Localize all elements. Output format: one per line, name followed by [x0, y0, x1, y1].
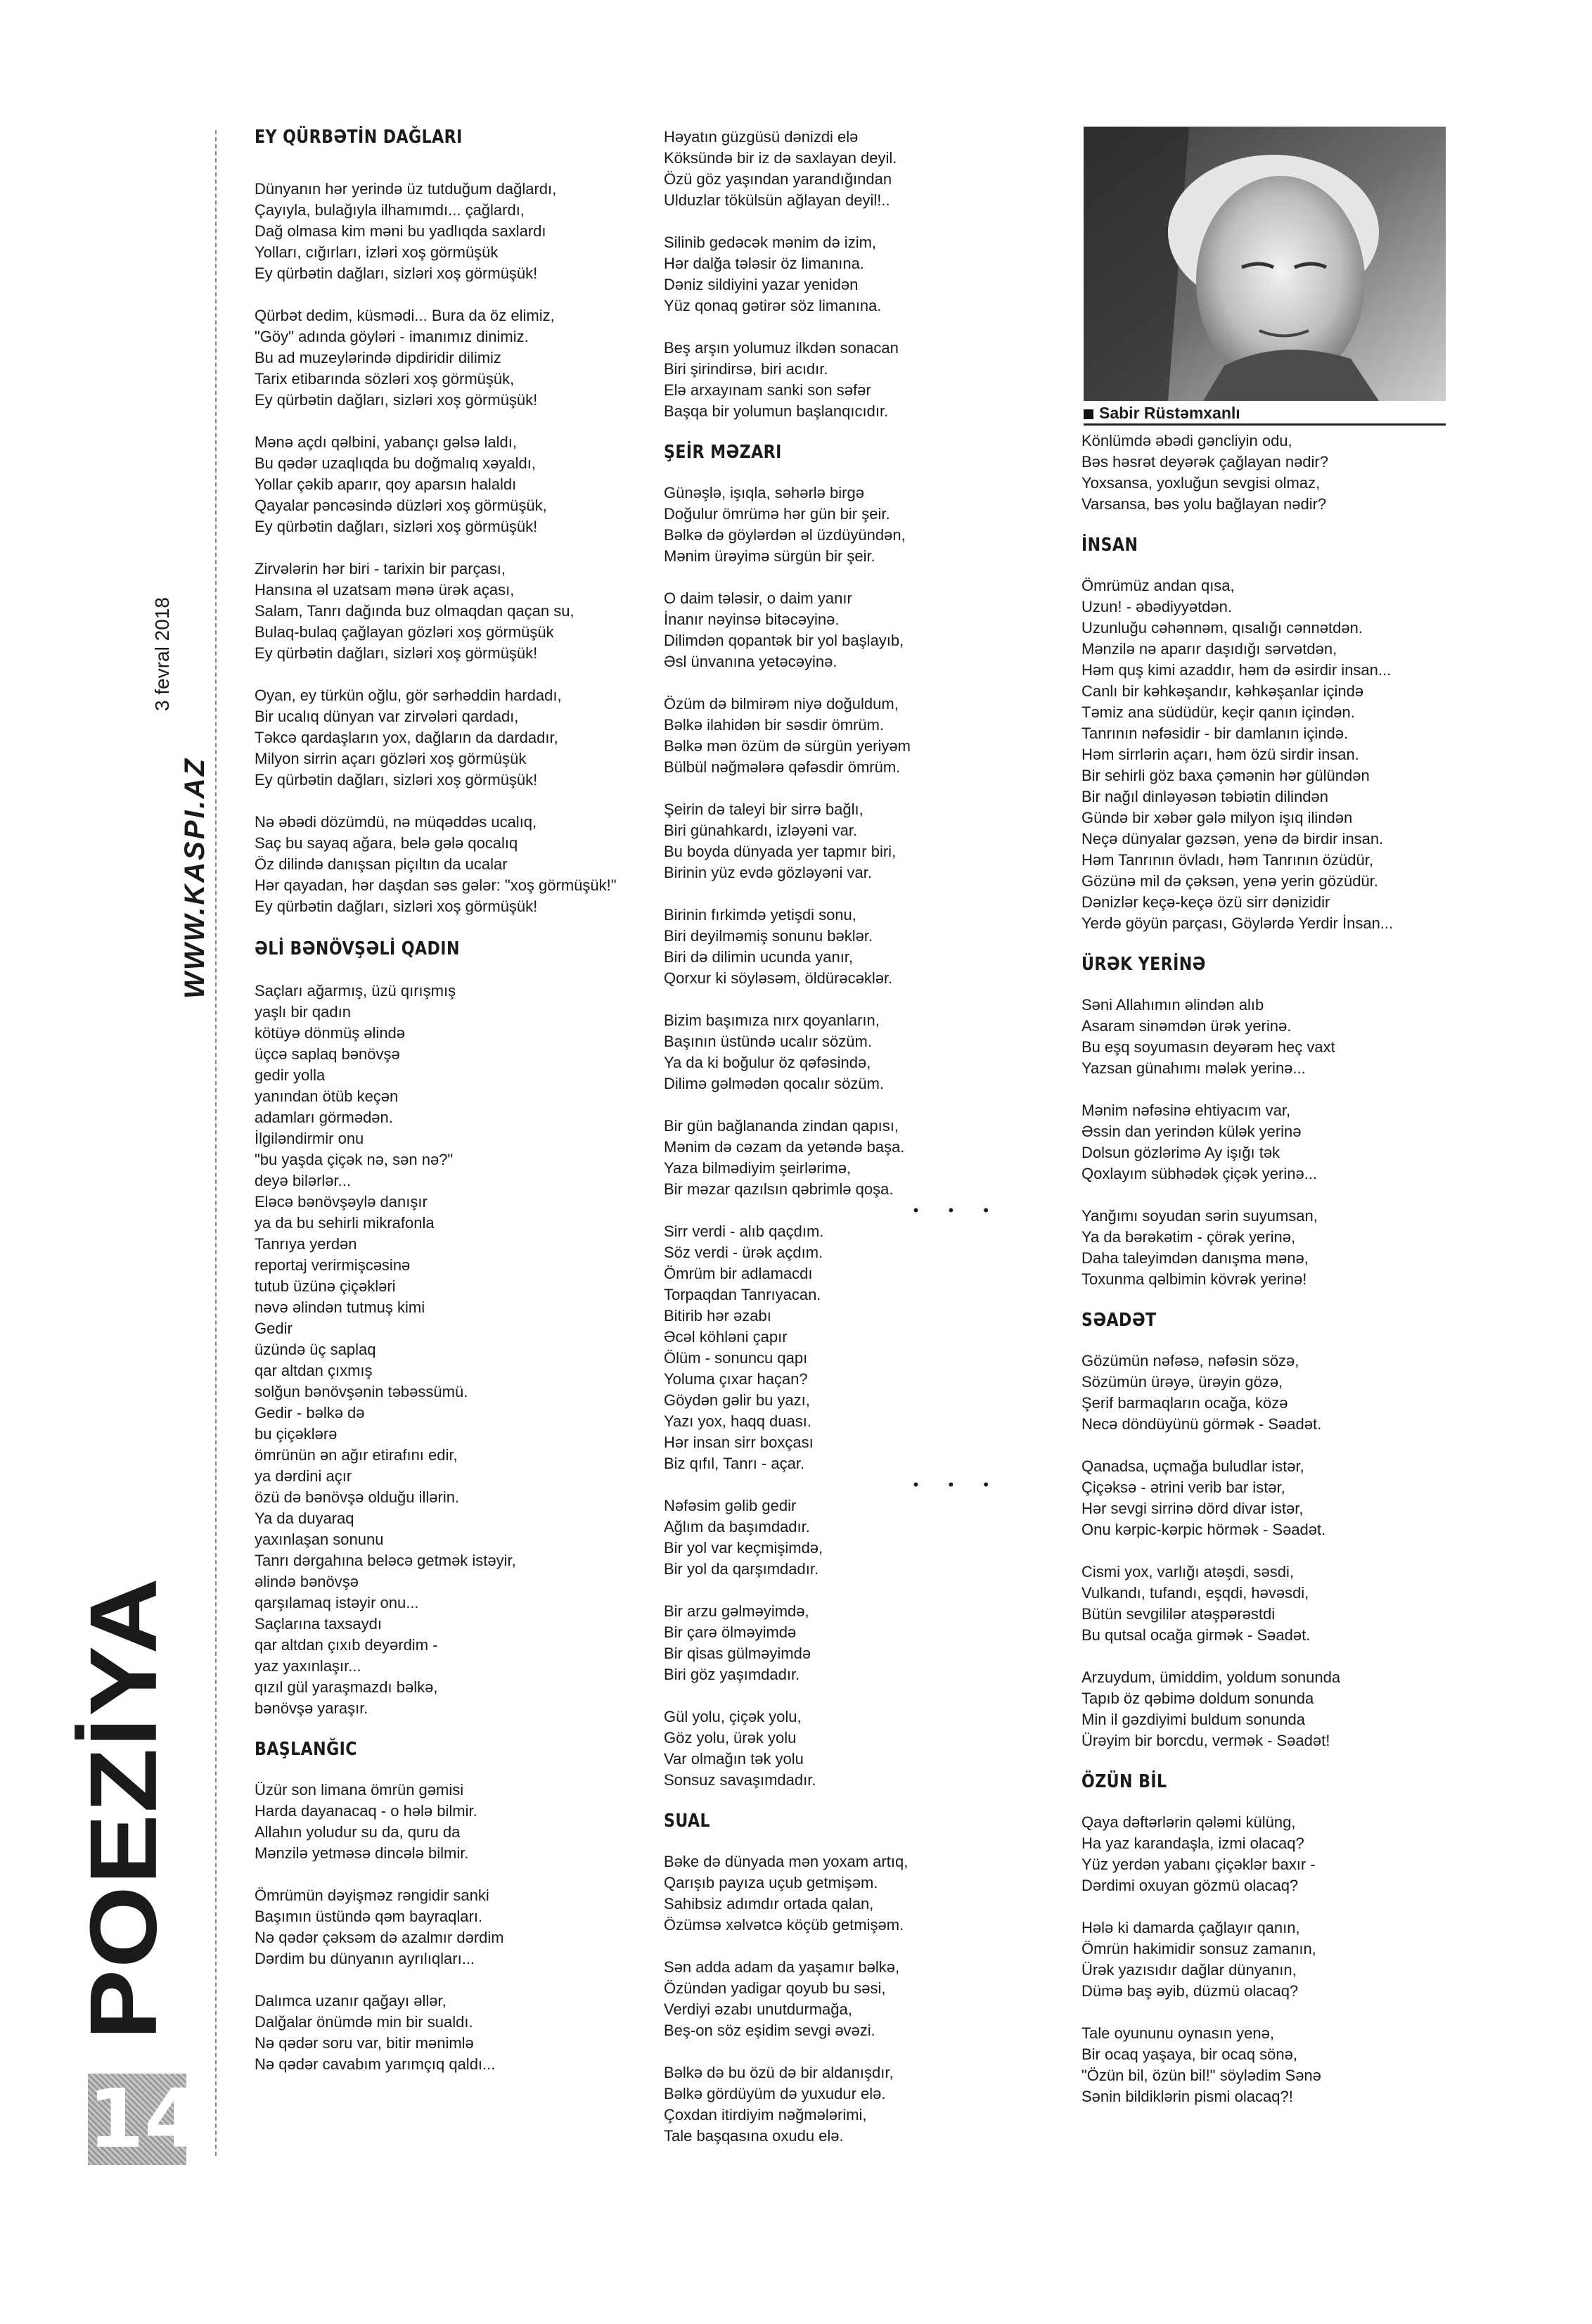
verse-line: Yüz qonaq gətirər söz limanına.	[664, 297, 882, 314]
verse-line: Bu qədər uzaqlıqda bu doğmalıq xəyaldı,	[255, 454, 536, 472]
verse-line: bənövşə yaraşır.	[255, 1699, 368, 1717]
verse-line: Tale oyununu oynasın yenə,	[1081, 2024, 1274, 2042]
verse-line: reportaj verirmişcəsinə	[255, 1256, 411, 1274]
verse-line: Mənim də cəzam da yetəndə başa.	[664, 1138, 905, 1156]
verse-line: Ey qürbətin dağları, sizləri xoş görmüşük!	[255, 391, 538, 409]
verse-line: Özüm də bilmirəm niyə doğuldum,	[664, 695, 899, 713]
verse-line: Dənizlər keçə-keçə özü sirr dənizidir	[1081, 893, 1330, 911]
verse-line: Yolları, cığırları, izləri xoş görmüşük	[255, 243, 499, 261]
verse-line: Nə qədər soru var, bitir mənimlə	[255, 2034, 474, 2052]
verse-line: qar altdan çıxıb deyərdim -	[255, 1636, 438, 1654]
page-number: 14	[88, 2072, 201, 2166]
verse-line: Könlümdə əbədi gəncliyin odu,	[1081, 432, 1292, 449]
verse-line: Yerdə göyün parçası, Göylərdə Yerdir İnsan...	[1081, 914, 1394, 932]
verse-line: yaz yaxınlaşır...	[255, 1657, 361, 1675]
issue-date: 3 fevral 2018	[151, 597, 173, 711]
verse-line: tutub üzünə çiçəkləri	[255, 1277, 396, 1295]
verse-line: Arzuydum, ümiddim, yoldum sonunda	[1081, 1668, 1341, 1686]
verse-line: Saçlarına taxsaydı	[255, 1615, 382, 1633]
verse-line: Gündə bir xəbər gələ milyon işıq ilindən	[1081, 809, 1353, 826]
verse-line: Qayalar pəncəsində düzləri xoş görmüşük,	[255, 497, 547, 514]
verse-line: Şeirin də taleyi bir sirrə bağlı,	[664, 800, 864, 818]
verse-line: Saç bu sayaq ağara, belə gələ qocalıq	[255, 834, 518, 852]
stanza	[664, 1221, 1029, 1474]
verse-line: Var olmağın tək yolu	[664, 1750, 804, 1768]
stanza	[664, 2062, 1029, 2147]
verse-line: Nə əbədi dözümdü, nə müqəddəs ucalıq,	[255, 813, 537, 831]
verse-line: yanından ötüb keçən	[255, 1087, 399, 1105]
poem-title: EY QÜRBƏTİN DAĞLARI	[255, 127, 463, 148]
stanza	[1081, 1917, 1447, 2002]
verse-line: kötüyə dönmüş əlində	[255, 1024, 406, 1042]
stanza	[664, 1116, 1029, 1200]
verse-line: üzündə üç saplaq	[255, 1341, 376, 1358]
verse-line: Harda dayanacaq - o hələ bilmir.	[255, 1802, 477, 1820]
verse-line: Bəlkə də bu özü də bir aldanışdır,	[664, 2064, 894, 2081]
website-url: WWW.KASPI.AZ	[179, 756, 210, 999]
verse-line: Günəşlə, işıqla, səhərlə birgə	[664, 484, 864, 502]
verse-line: özü də bənövşə olduğu illərin.	[255, 1488, 460, 1506]
verse-line: Ömrüm bir adlamacdı	[664, 1265, 813, 1282]
stanza	[1081, 1351, 1447, 1435]
verse-line: Hansına əl uzatsam mənə ürək açası,	[255, 581, 515, 599]
column-3	[1081, 430, 1447, 2107]
verse-line: Ömrün hakimidir sonsuz zamanın,	[1081, 1940, 1316, 1958]
verse-line: O daim tələsir, o daim yanır	[664, 589, 852, 607]
verse-line: Necə döndüyünü görmək - Səadət.	[1081, 1415, 1322, 1433]
verse-line: Uzun! - əbədiyyətdən.	[1081, 598, 1233, 615]
photo-caption	[1084, 401, 1446, 426]
verse-line: Bir çarə ölməyimdə	[664, 1623, 797, 1641]
poem-title: İNSAN	[1081, 535, 1138, 556]
verse-line: Həm Tanrının övladı, həm Tanrının özüdür,	[1081, 851, 1373, 869]
column-1	[255, 127, 634, 2075]
verse-line: Sən adda adam da yaşamır bəlkə,	[664, 1958, 900, 1976]
verse-line: Verdiyi əzabı unutdurmağa,	[664, 2000, 852, 2018]
verse-line: gedir yolla	[255, 1066, 326, 1084]
poem-title: SUAL	[664, 1811, 711, 1832]
verse-line: Bəlkə gördüyüm də yuxudur elə.	[664, 2085, 886, 2102]
verse-line: Bəke də dünyada mən yoxam artıq,	[664, 1853, 909, 1870]
verse-line: ya dərdini açır	[255, 1467, 352, 1485]
stanza	[664, 905, 1029, 989]
verse-line: Min il gəzdiyimi buldum sonunda	[1081, 1711, 1305, 1728]
stanza	[255, 305, 634, 411]
verse-line: Eləcə bənövşəylə danışır	[255, 1193, 428, 1211]
verse-line: deyə bilərlər...	[255, 1172, 351, 1189]
verse-line: Yanğımı soyudan sərin suyumsan,	[1081, 1207, 1318, 1225]
verse-line: Göydən gəlir bu yazı,	[664, 1391, 810, 1409]
verse-line: Bizim başımıza nırx qoyanların,	[664, 1011, 880, 1029]
verse-line: Qorxur ki söyləsəm, öldürəcəklər.	[664, 969, 893, 987]
verse-line: Nə qədər çəksəm də azalmır dərdim	[255, 1929, 504, 1946]
stanza	[664, 1851, 1029, 1936]
verse-line: Bəlkə ilahidən bir səsdir ömrüm.	[664, 716, 885, 734]
verse-line: qar altdan çıxmış	[255, 1362, 373, 1379]
verse-line: Səni Allahımın əlindən alıb	[1081, 996, 1264, 1014]
verse-line: Yoluma çıxar haçan?	[664, 1370, 808, 1388]
verse-line: Ey qürbətin dağları, sizləri xoş görmüşük!	[255, 644, 538, 662]
verse-line: Ömrümün dəyişməz rəngidir sanki	[255, 1886, 489, 1904]
stanza	[664, 694, 1029, 778]
stanza	[255, 432, 634, 537]
section-separator: • • •	[913, 1201, 1001, 1219]
verse-line: Başımın üstündə qəm bayraqları.	[255, 1908, 483, 1925]
verse-line: Ya da duyaraq	[255, 1509, 354, 1527]
verse-line: adamları görmədən.	[255, 1109, 393, 1126]
verse-line: Qanadsa, uçmağa buludlar istər,	[1081, 1457, 1304, 1475]
stanza	[255, 558, 634, 664]
stanza	[664, 799, 1029, 883]
verse-line: qızıl gül yaraşmazdı bəlkə,	[255, 1678, 438, 1696]
verse-line: Dəniz sildiyini yazar yenidən	[664, 276, 859, 293]
verse-line: Bir yol var keçmişimdə,	[664, 1539, 823, 1557]
verse-line: Elə arxayınam sanki son səfər	[664, 381, 871, 399]
stanza	[1081, 1100, 1447, 1185]
verse-line: Qoxlayım sübhədək çiçək yerinə...	[1081, 1165, 1318, 1182]
verse-line: Ey qürbətin dağları, sizləri xoş görmüşük!	[255, 264, 538, 282]
verse-line: Toxunma qəlbimin kövrək yerinə!	[1081, 1270, 1307, 1288]
caption-text: Sabir Rüstəmxanlı	[1099, 404, 1240, 422]
verse-line: Həm quş kimi azaddır, həm də əsirdir insan...	[1081, 661, 1392, 679]
verse-line: Təkcə qardaşların yox, dağların da dardadır,	[255, 729, 558, 746]
verse-line: əlində bənövşə	[255, 1573, 359, 1590]
verse-line: Çayıyla, bulağıyla ilhamımdı... çağlardı,	[255, 201, 525, 219]
stanza	[1081, 2023, 1447, 2107]
verse-line: Yoxsansa, yoxluğun sevgisi olmaz,	[1081, 474, 1321, 492]
verse-line: Sənin bildiklərin pismi olacaq?!	[1081, 2088, 1293, 2105]
verse-line: Sözümün ürəyə, ürəyin gözə,	[1081, 1373, 1283, 1391]
verse-line: Dərdim bu dünyanın ayrılıqları...	[255, 1950, 475, 1967]
stanza	[255, 179, 634, 284]
verse-line: Başının üstündə ucalır sözüm.	[664, 1033, 872, 1050]
stanza	[664, 338, 1029, 422]
verse-line: Dərdimi oxuyan gözmü olacaq?	[1081, 1877, 1299, 1894]
verse-line: Doğulur ömrümə hər gün bir şeir.	[664, 505, 890, 523]
verse-line: Yaza bilmədiyim şeirlərimə,	[664, 1159, 852, 1177]
poem-title: ŞEİR MƏZARI	[664, 442, 782, 463]
stanza	[1081, 1206, 1447, 1290]
verse-line: Yazsan günahımı mələk yerinə...	[1081, 1059, 1306, 1077]
verse-line: Vulkandı, tufandı, eşqdi, həvəsdi,	[1081, 1584, 1309, 1602]
stanza	[664, 1010, 1029, 1094]
verse-line: bu çiçəklərə	[255, 1425, 338, 1443]
verse-line: Nə qədər cavabım yarımçıq qaldı...	[255, 2055, 496, 2073]
verse-line: Bəlkə mən özüm də sürgün yeriyəm	[664, 737, 911, 755]
verse-line: Biri də dilimin ucunda yanır,	[664, 948, 854, 966]
stanza	[1081, 1812, 1447, 1896]
verse-line: Qarışıb payıza uçub getmişəm.	[664, 1874, 878, 1891]
stanza	[1081, 995, 1447, 1079]
stanza	[255, 981, 634, 1719]
verse-line: qarşılamaq istəyir onu...	[255, 1594, 419, 1611]
verse-line: Özümsə xəlvətcə köçüb getmişəm.	[664, 1916, 904, 1934]
verse-line: Asaram sinəmdən ürək yerinə.	[1081, 1017, 1292, 1035]
verse-line: Bu boyda dünyada yer tapmır biri,	[664, 843, 897, 860]
verse-line: Saçları ağarmış, üzü qırışmış	[255, 982, 456, 1000]
verse-line: Dalğalar önümdə min bir sualdı.	[255, 2013, 473, 2031]
poem-title: ÜRƏK YERİNƏ	[1081, 954, 1206, 975]
verse-line: Öz dilində danışsan piçıltın da ucalar	[255, 855, 508, 873]
verse-line: Əsl ünvanına yetəcəyinə.	[664, 653, 837, 670]
verse-line: Dünyanın hər yerində üz tutduğum dağlardı,	[255, 180, 557, 198]
verse-line: Gedir	[255, 1320, 293, 1337]
verse-line: Hər qayadan, hər daşdan səs gələr: "xoş görmüşük!"	[255, 876, 617, 894]
verse-line: Uzunluğu cəhənnəm, qısalığı cənnətdən.	[1081, 619, 1363, 637]
verse-line: Tanrı dərgahına beləcə getmək istəyir,	[255, 1552, 516, 1569]
verse-line: Ölüm - sonuncu qapı	[664, 1349, 808, 1367]
verse-line: Qaya dəftərlərin qələmi külüng,	[1081, 1813, 1296, 1831]
verse-line: Başqa bir yolumun başlanqıcıdır.	[664, 402, 889, 420]
stanza	[255, 1780, 634, 1864]
stanza	[1081, 1456, 1447, 1540]
verse-line: Ömrümüz andan qısa,	[1081, 577, 1235, 594]
verse-line: Yazı yox, haqq duası.	[664, 1412, 811, 1430]
verse-line: Bir arzu gəlməyimdə,	[664, 1602, 809, 1620]
verse-line: Əcəl köhləni çapır	[664, 1328, 788, 1346]
verse-line: Daha taleyimdən danışma mənə,	[1081, 1249, 1309, 1267]
verse-line: Biri göz yaşımdadır.	[664, 1666, 800, 1683]
verse-line: Həm sirrlərin açarı, həm özü sirdir insan.	[1081, 746, 1359, 763]
verse-line: Dilimə gəlmədən qocalır sözüm.	[664, 1075, 885, 1092]
verse-line: Mənə açdı qəlbini, yabançı gəlsə laldı,	[255, 433, 518, 451]
verse-line: Ey qürbətin dağları, sizləri xoş görmüşük!	[255, 518, 538, 535]
verse-line: Gül yolu, çiçək yolu,	[664, 1708, 802, 1725]
verse-line: Mənzilə nə aparır daşıdığı sərvətdən,	[1081, 640, 1337, 658]
verse-line: Hələ ki damarda çağlayır qanın,	[1081, 1919, 1300, 1936]
verse-line: Bulaq-bulaq çağlayan gözləri xoş görmüşük	[255, 623, 554, 641]
verse-line: Dağ olmasa kim məni bu yadlıqda saxlardı	[255, 222, 546, 240]
verse-line: Dalımca uzanır qağayı əllər,	[255, 1992, 447, 2010]
verse-line: Bir sehirli göz baxa çəmənin hər gülündən	[1081, 767, 1370, 784]
verse-line: Bir gün bağlananda zindan qapısı,	[664, 1117, 899, 1135]
verse-line: Dümə baş əyib, düzmü olacaq?	[1081, 1982, 1299, 2000]
verse-line: Birinin fırkimdə yetişdi sonu,	[664, 906, 856, 924]
stanza	[664, 588, 1029, 672]
verse-line: Əssin dan yerindən külək yerinə	[1081, 1123, 1302, 1140]
verse-line: Bitirib hər əzabı	[664, 1307, 771, 1324]
caption-bullet-icon	[1084, 409, 1093, 419]
verse-line: Bəs həsrət deyərək çağlayan nədir?	[1081, 453, 1328, 471]
verse-line: "Göy" adında göyləri - imanımız dinimiz.	[255, 328, 529, 345]
verse-line: Özündən yadigar qoyub bu səsi,	[664, 1979, 886, 1997]
verse-line: Sahibsiz adımdır ortada qalan,	[664, 1895, 874, 1913]
stanza	[664, 232, 1029, 317]
verse-line: Nəfəsim gəlib gedir	[664, 1497, 797, 1514]
verse-line: Tarix etibarında sözləri xoş görmüşük,	[255, 370, 515, 388]
verse-line: Hər sevgi sirrinə dörd divar istər,	[1081, 1500, 1304, 1517]
verse-line: Allahın yoludur su da, quru da	[255, 1823, 461, 1841]
verse-line: Ey qürbətin dağları, sizləri xoş görmüşük!	[255, 898, 538, 915]
verse-line: Ulduzlar tökülsün ağlayan deyil!..	[664, 191, 890, 209]
verse-line: Bir ucalıq dünyan var zirvələri qardadı,	[255, 708, 519, 725]
verse-line: Bir qisas gülməyimdə	[664, 1645, 811, 1662]
verse-line: Beş-on söz eşidim sevgi əvəzi.	[664, 2022, 875, 2039]
verse-line: Biri şirindirsə, biri acıdır.	[664, 360, 828, 378]
verse-line: İnanır nəyinsə bitəcəyinə.	[664, 611, 840, 628]
verse-line: yaxınlaşan sonunu	[255, 1531, 384, 1548]
verse-line: "bu yaşda çiçək nə, sən nə?"	[255, 1151, 454, 1168]
verse-line: Tapıb öz qəbimə doldum sonunda	[1081, 1690, 1314, 1707]
stanza	[664, 127, 1029, 211]
verse-line: Həyatın güzgüsü dənizdi elə	[664, 128, 859, 146]
verse-line: Biri günahkardı, izləyəni var.	[664, 822, 858, 839]
verse-line: Tale başqasına oxudu elə.	[664, 2127, 844, 2145]
verse-line: Ya da bərəkətim - çörək yerinə,	[1081, 1228, 1296, 1246]
verse-line: üçcə saplaq bənövşə	[255, 1045, 400, 1063]
verse-line: yaşlı bir qadın	[255, 1003, 351, 1021]
verse-line: Birinin yüz evdə gözləyəni var.	[664, 864, 872, 881]
section-separator: • • •	[913, 1476, 1001, 1493]
section-title: POEZİYA	[70, 1576, 176, 2040]
verse-line: Sirr verdi - alıb qaçdım.	[664, 1222, 824, 1240]
verse-line: Bir ocaq yaşaya, bir ocaq sönə,	[1081, 2045, 1297, 2063]
verse-line: Canlı bir kəhkəşandır, kəhkəşanlar içində	[1081, 682, 1364, 700]
verse-line: Bülbül nəğmələrə qəfəsdir ömrüm.	[664, 758, 901, 776]
stanza	[664, 1601, 1029, 1685]
verse-line: Bu qutsal ocağa girmək - Səadət.	[1081, 1626, 1311, 1644]
stanza	[255, 1991, 634, 2075]
verse-line: Salam, Tanrı dağında buz olmaqdan qaçan su,	[255, 602, 574, 620]
verse-line: Gözünə mil də çəksən, yenə yerin gözüdür.	[1081, 872, 1378, 890]
verse-line: Bəlkə də göylərdən əl üzdüyündən,	[664, 526, 906, 544]
verse-line: Tanrının nəfəsidir - bir damlanın içində.	[1081, 724, 1349, 742]
verse-line: Silinib gedəcək mənim də izim,	[664, 234, 877, 251]
verse-line: Ağlım da başımdadır.	[664, 1518, 810, 1536]
verse-line: Biri deyilməmiş sonunu bəklər.	[664, 927, 873, 945]
verse-line: Çiçəksə - ətrini verib bar istər,	[1081, 1479, 1285, 1496]
verse-line: Qürbət dedim, küsmədi... Bura da öz elimiz,	[255, 307, 555, 324]
verse-line: Bir nağıl dinləyəsən təbiətin dilindən	[1081, 788, 1329, 805]
verse-line: Varsansa, bəs yolu bağlayan nədir?	[1081, 495, 1327, 513]
verse-line: Hər dalğa tələsir öz limanına.	[664, 255, 864, 272]
verse-line: Mənim nəfəsinə ehtiyacım var,	[1081, 1102, 1291, 1119]
author-photo	[1084, 127, 1446, 401]
verse-line: Ha yaz karandaşla, izmi olacaq?	[1081, 1834, 1304, 1852]
verse-line: Dolsun gözlərimə Ay işığı tək	[1081, 1144, 1280, 1161]
verse-line: Üzür son limana ömrün gəmisi	[255, 1781, 464, 1799]
verse-line: "Özün bil, özün bil!" söylədim Sənə	[1081, 2067, 1321, 2084]
verse-line: Beş arşın yolumuz ilkdən sonacan	[664, 339, 899, 357]
poem-title: ƏLİ BƏNÖVŞƏLİ QADIN	[255, 938, 460, 959]
stanza	[1081, 575, 1447, 934]
stanza	[664, 483, 1029, 567]
verse-line: Bu ad muzeylərində dipdiridir dilimiz	[255, 349, 501, 366]
verse-line: Yüz yerdən yabanı çiçəklər baxır -	[1081, 1856, 1316, 1873]
verse-line: Köksündə bir iz də saxlayan deyil.	[664, 149, 897, 167]
poem-title: ÖZÜN BİL	[1081, 1771, 1167, 1792]
verse-line: Şerif barmaqların ocağa, közə	[1081, 1394, 1288, 1412]
verse-line: Özü göz yaşından yarandığından	[664, 170, 892, 188]
verse-line: Göz yolu, ürək yolu	[664, 1729, 797, 1747]
verse-line: Mənzilə yetməsə dincələ bilmir.	[255, 1844, 469, 1862]
verse-line: Gedir - bəlkə də	[255, 1404, 365, 1422]
stanza	[255, 812, 634, 917]
verse-line: Ürəyim bir borcdu, vermək - Səadət!	[1081, 1732, 1330, 1749]
verse-line: Zirvələrin hər biri - tarixin bir parçası,	[255, 560, 506, 577]
column-divider	[215, 130, 217, 2156]
verse-line: Ya da ki boğulur öz qəfəsində,	[664, 1054, 871, 1071]
verse-line: Gözümün nəfəsə, nəfəsin sözə,	[1081, 1352, 1299, 1370]
verse-line: Təmiz ana südüdür, keçir qanın içindən.	[1081, 703, 1355, 721]
verse-line: Ey qürbətin dağları, sizləri xoş görmüşük!	[255, 771, 538, 788]
verse-line: Bir yol da qarşımdadır.	[664, 1560, 819, 1578]
stanza	[255, 1885, 634, 1969]
verse-line: Bir məzar qazılsın qəbrimlə qoşa.	[664, 1180, 894, 1198]
verse-line: Biz qıfıl, Tanrı - açar.	[664, 1455, 805, 1472]
stanza	[1081, 1562, 1447, 1646]
verse-line: Milyon sirrin açarı gözləri xoş görmüşük	[255, 750, 527, 767]
stanza	[664, 1706, 1029, 1791]
poem-title: BAŞLANĞIC	[255, 1739, 357, 1760]
verse-line: Bütün sevgililər atəşpərəstdi	[1081, 1605, 1276, 1623]
stanza	[1081, 430, 1447, 515]
verse-line: Dilimdən qopantək bir yol başlayıb,	[664, 632, 904, 649]
poem-title: SƏADƏT	[1081, 1310, 1157, 1331]
verse-line: Tanrıya yerdən	[255, 1235, 357, 1253]
verse-line: solğun bənövşənin təbəssümü.	[255, 1383, 468, 1400]
verse-line: ya da bu sehirli mikrafonla	[255, 1214, 435, 1232]
verse-line: Sonsuz savaşımdadır.	[664, 1771, 816, 1789]
verse-line: Ürək yazısıdır dağlar dünyanın,	[1081, 1961, 1297, 1979]
verse-line: ömrünün ən ağır etirafını edir,	[255, 1446, 458, 1464]
column-2	[664, 127, 1029, 2147]
verse-line: nəvə əlindən tutmuş kimi	[255, 1298, 425, 1316]
stanza	[664, 1957, 1029, 2041]
verse-line: Mənim ürəyimə sürgün bir şeir.	[664, 547, 875, 565]
verse-line: Söz verdi - ürək açdım.	[664, 1244, 823, 1261]
verse-line: Hər insan sirr boxçası	[664, 1434, 814, 1451]
verse-line: Yollar çəkib aparır, qoy aparsın halaldı	[255, 475, 517, 493]
verse-line: Çoxdan itirdiyim nəğmələrimi,	[664, 2106, 867, 2124]
stanza	[664, 1495, 1029, 1580]
verse-line: Neçə dünyalar gəzsən, yenə də birdir insan.	[1081, 830, 1384, 848]
verse-line: Cismi yox, varlığı atəşdi, səsdi,	[1081, 1563, 1294, 1581]
stanza	[255, 685, 634, 791]
verse-line: Bu eşq soyumasın deyərəm heç vaxt	[1081, 1038, 1335, 1056]
stanza	[1081, 1667, 1447, 1751]
verse-line: İlgiləndirmir onu	[255, 1130, 364, 1147]
verse-line: Torpaqdan Tanrıyacan.	[664, 1286, 821, 1303]
verse-line: Oyan, ey türkün oğlu, gör sərhəddin hardadı,	[255, 687, 562, 704]
verse-line: Onu kərpic-kərpic hörmək - Səadət.	[1081, 1521, 1326, 1538]
